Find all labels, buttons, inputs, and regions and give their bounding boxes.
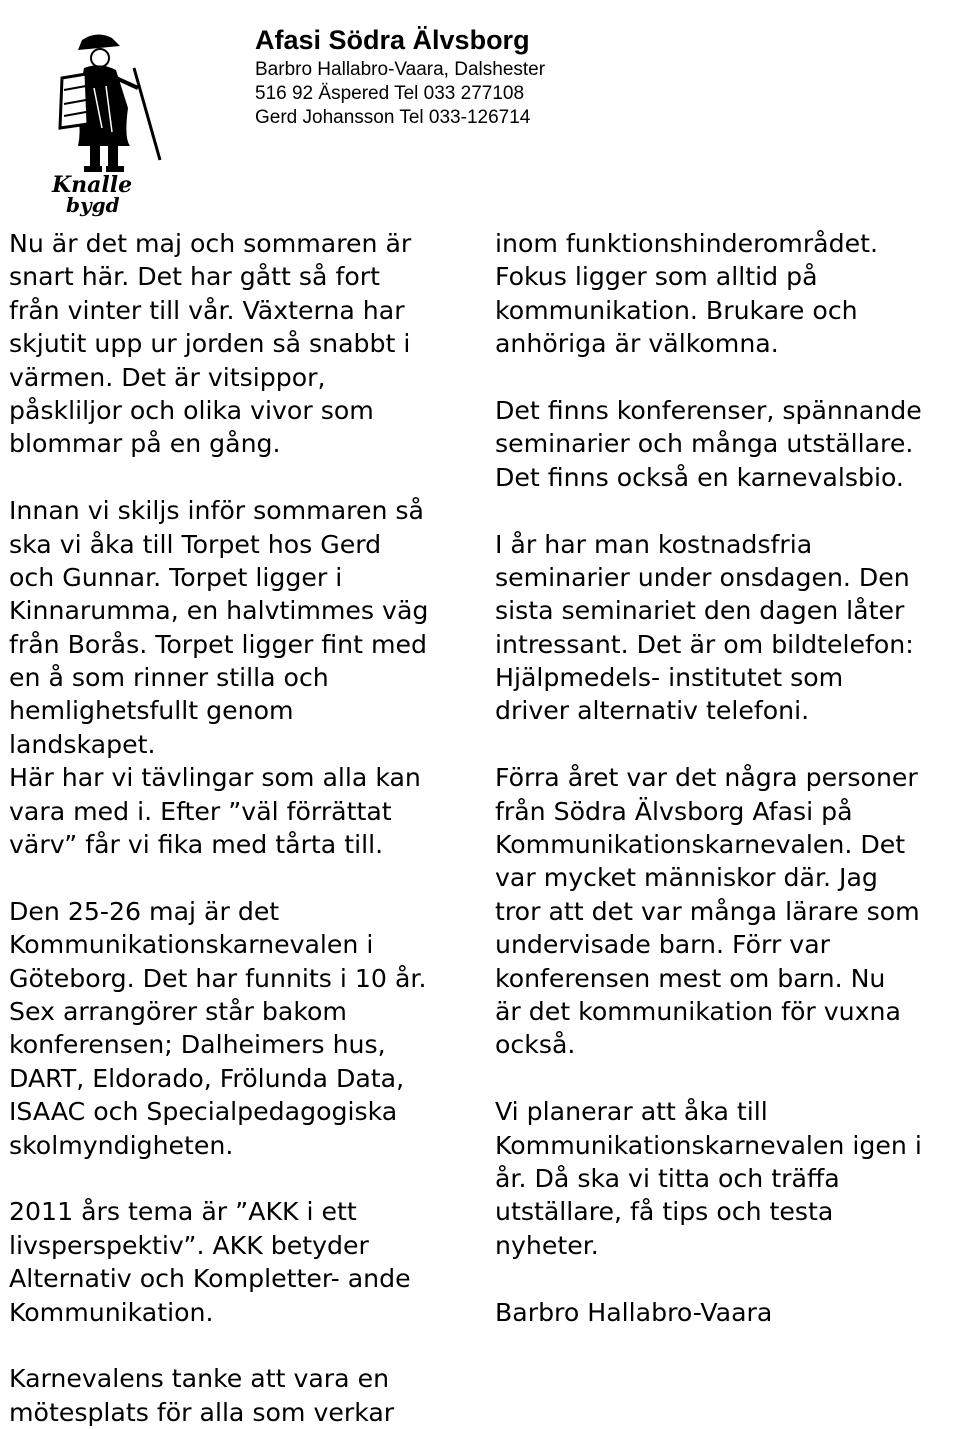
text-line: mötesplats för alla som verkar: [9, 1397, 395, 1427]
text-line: från Södra Älvsborg Afasi på: [495, 796, 853, 826]
paragraph: [495, 227, 922, 361]
paragraph: [495, 1095, 922, 1262]
text-line: utställare, få tips och testa: [495, 1197, 834, 1227]
text-line: Kinnarumma, en halvtimmes väg: [9, 596, 429, 626]
text-line: är det kommunikation för vuxna: [495, 996, 901, 1026]
text-line: en å som rinner stilla och: [9, 663, 329, 693]
text-line: Den 25-26 maj är det: [9, 896, 280, 926]
text-line: 2011 års tema är ”AKK i ett: [9, 1197, 357, 1227]
text-line: Här har vi tävlingar som alla kan: [9, 763, 421, 793]
text-line: intressant. Det är om bildtelefon:: [495, 629, 914, 659]
text-line: Nu är det maj och sommaren är: [9, 229, 412, 258]
text-line: Innan vi skiljs inför sommaren så: [9, 496, 424, 526]
paragraph: [9, 494, 428, 861]
text-line: Kommunikationskarnevalen. Det: [495, 830, 906, 860]
left-column: [9, 227, 428, 1429]
text-line: snart här. Det har gått så fort: [9, 262, 380, 292]
text-line: och Gunnar. Torpet ligger i: [9, 562, 343, 592]
text-line: skjutit upp ur jorden så snabbt i: [9, 329, 411, 359]
contact-line: Barbro Hallabro-Vaara, Dalshester: [255, 59, 546, 80]
text-line: Barbro Hallabro-Vaara: [495, 1297, 773, 1327]
paragraph: [495, 394, 922, 494]
text-line: år. Då ska vi titta och träffa: [495, 1163, 840, 1193]
text-line: värmen. Det är vitsippor,: [9, 362, 326, 392]
knallebygd-logo: [42, 28, 172, 218]
text-line: Göteborg. Det har funnits i 10 år.: [9, 963, 427, 993]
paragraph-gap: [9, 461, 428, 494]
paragraph: [9, 227, 428, 461]
logo-text-bottom: bygd: [66, 193, 120, 217]
paragraph-gap: [495, 1262, 922, 1295]
text-line: Vi planerar att åka till: [495, 1097, 768, 1127]
text-line: värv” får vi fika med tårta till.: [9, 830, 384, 860]
text-line: DART, Eldorado, Frölunda Data,: [9, 1063, 405, 1093]
paragraph: [495, 1296, 922, 1329]
contact-line: 516 92 Äspered Tel 033 277108: [255, 83, 525, 104]
text-line: ISAAC och Specialpedagogiska: [9, 1097, 398, 1127]
text-line: blommar på en gång.: [9, 429, 281, 459]
paragraph-gap: [495, 728, 922, 761]
text-line: Fokus ligger som alltid på: [495, 262, 818, 292]
text-line: kommunikation. Brukare och: [495, 295, 858, 325]
text-line: Hjälpmedels- institutet som: [495, 663, 844, 693]
text-line: påskliljor och olika vivor som: [9, 395, 374, 425]
text-line: var mycket människor där. Jag: [495, 863, 878, 893]
right-column: [495, 227, 922, 1329]
text-line: Karnevalens tanke att vara en: [9, 1364, 390, 1394]
text-line: från Borås. Torpet ligger fint med: [9, 629, 428, 659]
paragraph: [495, 761, 922, 1062]
text-line: skolmyndigheten.: [9, 1130, 234, 1160]
text-line: Kommunikationskarnevalen igen i: [495, 1130, 922, 1160]
paragraph-gap: [495, 361, 922, 394]
text-line: Förra året var det några personer: [495, 763, 918, 793]
letterhead: [255, 24, 545, 130]
text-line: driver alternativ telefoni.: [495, 696, 810, 726]
paragraph-gap: [495, 1062, 922, 1095]
text-line: Det finns konferenser, spännande: [495, 395, 922, 425]
text-line: Sex arrangörer står bakom: [9, 996, 347, 1026]
paragraph-gap: [495, 494, 922, 527]
text-line: också.: [495, 1030, 576, 1060]
text-line: undervisade barn. Förr var: [495, 930, 831, 960]
text-line: vara med i. Efter ”väl förrättat: [9, 796, 392, 826]
text-line: ska vi åka till Torpet hos Gerd: [9, 529, 382, 559]
text-line: Kommunikation.: [9, 1297, 214, 1327]
text-line: Alternativ och Kompletter- ande: [9, 1264, 411, 1294]
paragraph-gap: [9, 861, 428, 894]
text-line: från vinter till vår. Växterna har: [9, 295, 405, 325]
text-line: konferensen; Dalheimers hus,: [9, 1030, 386, 1060]
text-line: anhöriga är välkomna.: [495, 329, 779, 359]
text-line: hemlighetsfullt genom: [9, 696, 294, 726]
text-line: Kommunikationskarnevalen i: [9, 930, 374, 960]
text-line: inom funktionshinderområdet.: [495, 229, 878, 258]
logo-text-top: Knalle: [52, 172, 133, 198]
text-line: Det finns också en karnevalsbio.: [495, 462, 904, 492]
paragraph: [495, 528, 922, 728]
text-line: seminarier under onsdagen. Den: [495, 562, 910, 592]
text-line: tror att det var många lärare som: [495, 896, 920, 926]
text-line: I år har man kostnadsfria: [495, 529, 813, 559]
contact-line: Gerd Johansson Tel 033-126714: [255, 107, 531, 128]
paragraph: [9, 1362, 428, 1429]
text-line: seminarier och många utställare.: [495, 429, 914, 459]
paragraph-gap: [9, 1162, 428, 1195]
paragraph: [9, 1195, 428, 1329]
text-line: konferensen mest om barn. Nu: [495, 963, 886, 993]
paragraph-gap: [9, 1329, 428, 1362]
text-line: sista seminariet den dagen låter: [495, 596, 905, 626]
organization-name: Afasi Södra Älvsborg: [255, 25, 530, 55]
paragraph: [9, 895, 428, 1162]
text-line: landskapet.: [9, 729, 156, 759]
text-line: nyheter.: [495, 1230, 599, 1260]
text-line: livsperspektiv”. AKK betyder: [9, 1230, 369, 1260]
